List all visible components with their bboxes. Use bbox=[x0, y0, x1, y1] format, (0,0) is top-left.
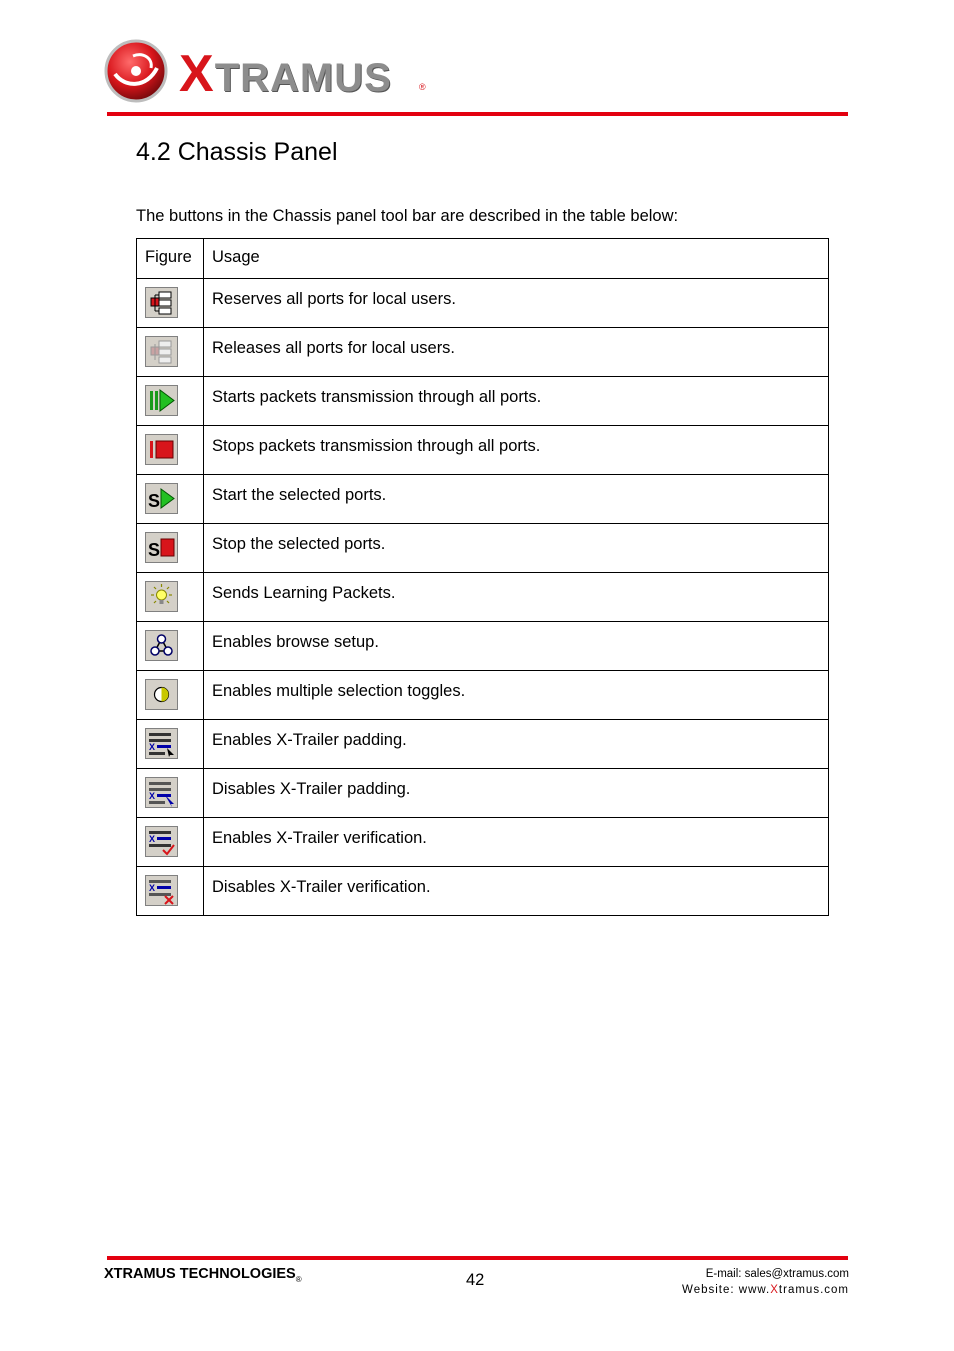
table-row bbox=[137, 622, 829, 671]
stop-selected-ports-icon bbox=[145, 532, 178, 563]
table-row bbox=[137, 573, 829, 622]
footer-website: Website: www.Xtramus.com bbox=[682, 1284, 849, 1296]
svg-text:X: X bbox=[149, 834, 156, 844]
section-title: 4.2 Chassis Panel bbox=[136, 138, 338, 166]
usage-text: Disables X-Trailer padding. bbox=[204, 769, 829, 818]
learning-packets-icon bbox=[145, 581, 178, 612]
usage-text: Disables X-Trailer verification. bbox=[204, 867, 829, 916]
reserve-ports-icon bbox=[145, 287, 178, 318]
table-header-row bbox=[137, 239, 829, 279]
usage-text: Enables X-Trailer verification. bbox=[204, 818, 829, 867]
logo-registered-mark: ® bbox=[419, 82, 426, 92]
xtrailer-verify-off-icon bbox=[145, 875, 178, 906]
table-row bbox=[137, 377, 829, 426]
usage-text: Enables X-Trailer padding. bbox=[204, 720, 829, 769]
usage-text: Start the selected ports. bbox=[204, 475, 829, 524]
svg-text:S: S bbox=[148, 540, 161, 560]
footer-company: XTRAMUS $TECHNOLOGIES_®$ bbox=[104, 1266, 302, 1284]
page-number: 42 bbox=[466, 1271, 485, 1289]
svg-text:X: X bbox=[149, 791, 156, 801]
table-row bbox=[137, 818, 829, 867]
header-figure: Figure bbox=[137, 239, 204, 279]
usage-text: Starts packets transmission through all ports. bbox=[204, 377, 829, 426]
svg-text:X: X bbox=[149, 742, 156, 752]
table-row bbox=[137, 426, 829, 475]
table-row bbox=[137, 769, 829, 818]
usage-text: Sends Learning Packets. bbox=[204, 573, 829, 622]
table-row bbox=[137, 328, 829, 377]
xtrailer-padding-off-icon bbox=[145, 777, 178, 808]
xtrailer-verify-on-icon bbox=[145, 826, 178, 857]
svg-text:S: S bbox=[148, 491, 161, 511]
footer-rule bbox=[107, 1256, 848, 1260]
start-selected-ports-icon bbox=[145, 483, 178, 514]
table-row bbox=[137, 475, 829, 524]
release-ports-icon bbox=[145, 336, 178, 367]
usage-text: Releases all ports for local users. bbox=[204, 328, 829, 377]
xtramus-logo bbox=[103, 38, 433, 108]
footer-contact bbox=[682, 1266, 849, 1298]
start-all-ports-icon bbox=[145, 385, 178, 416]
table-row bbox=[137, 279, 829, 328]
svg-text:X: X bbox=[149, 883, 156, 893]
multiple-selection-toggle-icon bbox=[145, 679, 178, 710]
intro-paragraph: The buttons in the Chassis panel tool bar are described in the table below: bbox=[136, 207, 679, 225]
header-rule bbox=[107, 112, 848, 116]
usage-text: Stops packets transmission through all ports. bbox=[204, 426, 829, 475]
usage-text: Reserves all ports for local users. bbox=[204, 279, 829, 328]
usage-text: Enables browse setup. bbox=[204, 622, 829, 671]
browse-setup-icon bbox=[145, 630, 178, 661]
stop-all-ports-icon bbox=[145, 434, 178, 465]
header-usage: Usage bbox=[204, 239, 829, 279]
usage-text: Enables multiple selection toggles. bbox=[204, 671, 829, 720]
toolbar-buttons-table bbox=[136, 238, 829, 916]
usage-text: Stop the selected ports. bbox=[204, 524, 829, 573]
table-row bbox=[137, 867, 829, 916]
footer-email: E-mail: sales@xtramus.com bbox=[705, 1268, 849, 1280]
xtramus-globe-icon bbox=[103, 38, 169, 104]
table-row bbox=[137, 720, 829, 769]
xtrailer-padding-on-icon bbox=[145, 728, 178, 759]
table-row bbox=[137, 524, 829, 573]
table-row bbox=[137, 671, 829, 720]
xtramus-wordmark: XTRAMUS bbox=[179, 45, 392, 103]
